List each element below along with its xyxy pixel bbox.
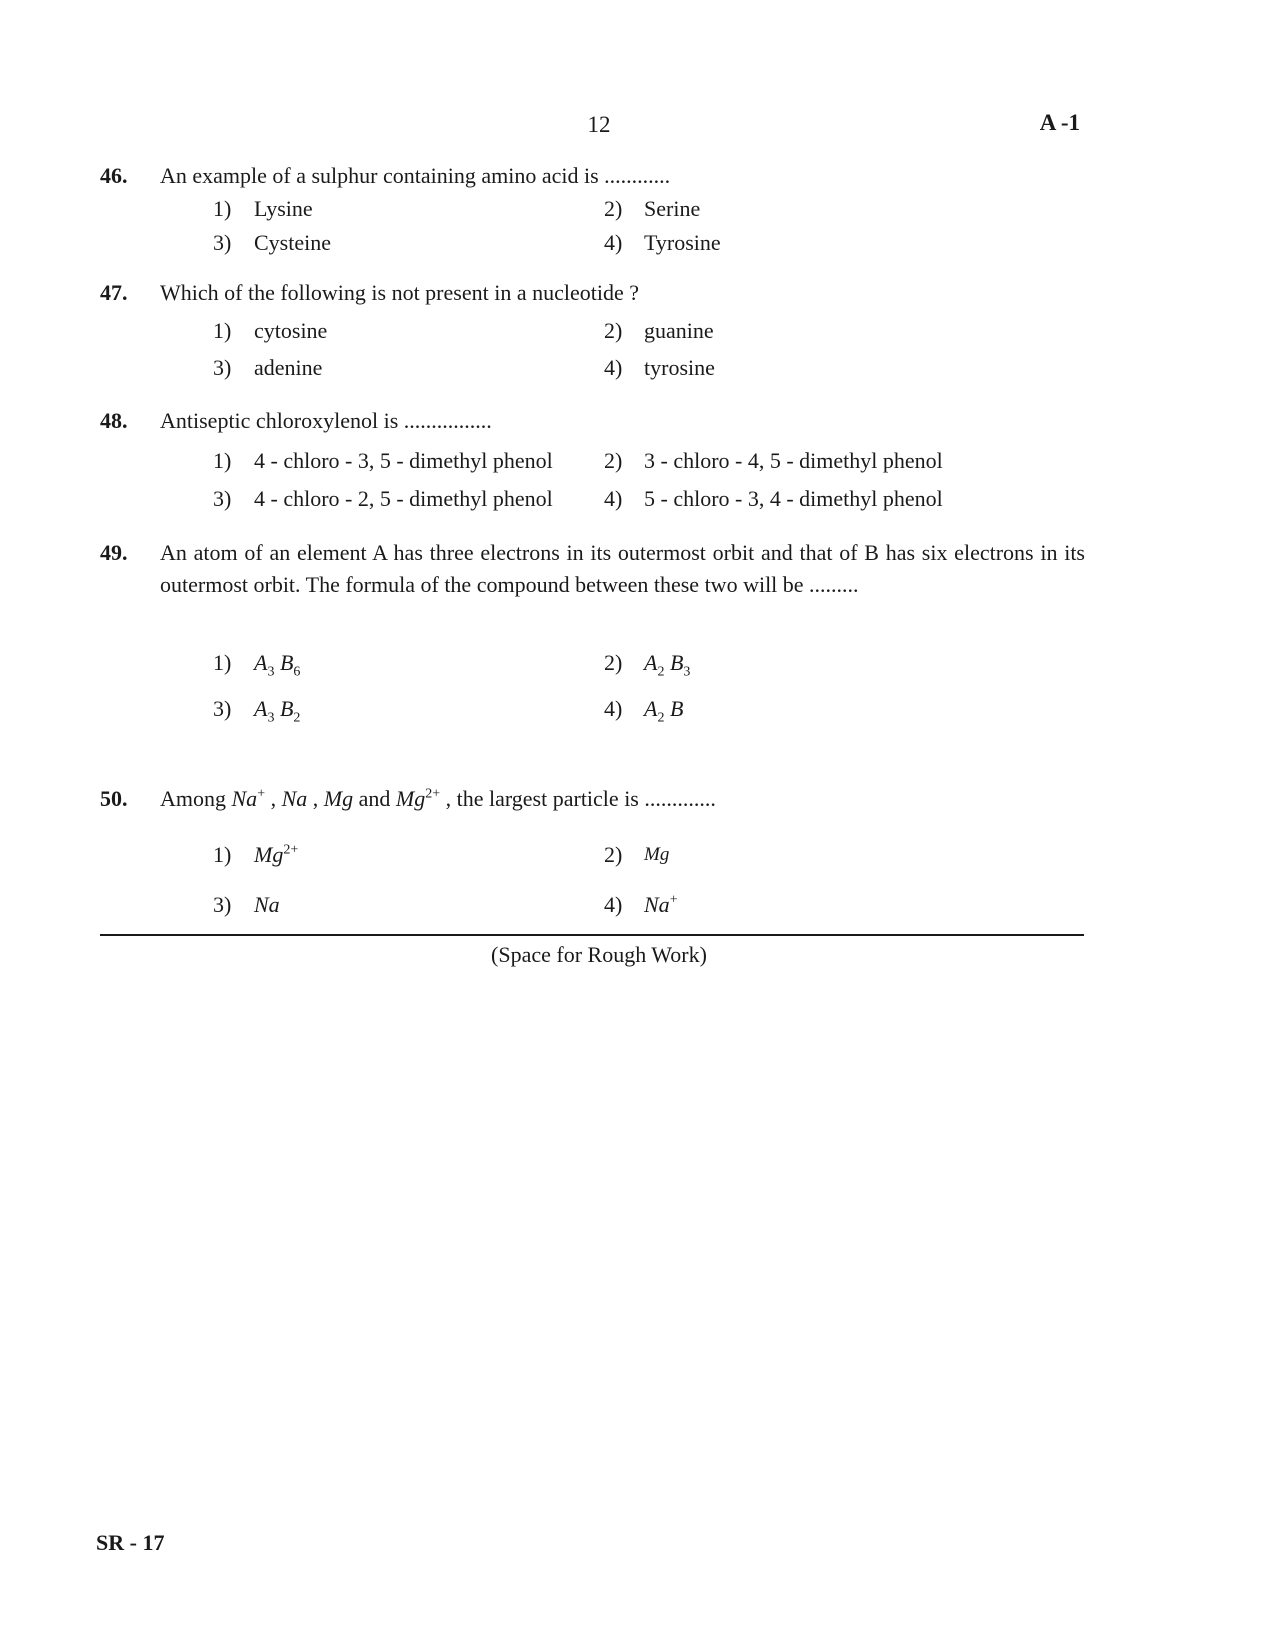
formula-subscript: 6 xyxy=(293,664,301,680)
option-number: 1) xyxy=(213,318,232,343)
formula-subscript: 2 xyxy=(293,710,301,726)
ion-option: Na+ xyxy=(644,892,678,917)
option-number: 2) xyxy=(604,196,623,221)
question-50-text: Among Na+ , Na , Mg and $Mg^{2+}$ , the largest particle is ............. xyxy=(160,786,716,811)
footer-code: SR - 17 xyxy=(96,1530,165,1555)
question-47-number: 47. xyxy=(100,280,128,305)
formula-subscript: 2 xyxy=(657,664,665,680)
ion-option: Mg xyxy=(644,844,670,865)
option-number: 3) xyxy=(213,892,232,917)
formula-option xyxy=(644,696,683,726)
formula-subscript: 3 xyxy=(267,710,275,726)
option-number: 4) xyxy=(604,355,623,380)
question-48-number: 48. xyxy=(100,408,128,433)
option-number: 2) xyxy=(604,448,623,473)
formula-element-b: B xyxy=(669,696,684,721)
option-text: Lysine xyxy=(254,196,313,221)
option-text: 4 - chloro - 3, 5 - dimethyl phenol xyxy=(254,448,553,473)
option-text: Serine xyxy=(644,196,701,221)
question-48-text: Antiseptic chloroxylenol is ................ xyxy=(160,408,492,433)
option-number: 3) xyxy=(213,230,232,255)
formula-element-a: A xyxy=(644,650,658,675)
formula-subscript: 3 xyxy=(683,664,691,680)
option-text: Tyrosine xyxy=(644,230,721,255)
formula-option xyxy=(644,650,690,680)
question-49-text: An atom of an element A has three electrons in its outermost orbit and that of B has six electrons in its outermost orbit. The formula of the compound between these two will be ......... xyxy=(160,540,1085,597)
option-number: 2) xyxy=(604,650,623,675)
ion-option: Na xyxy=(254,892,280,917)
question-49-number: 49. xyxy=(100,540,128,565)
option-number: 1) xyxy=(213,650,232,675)
formula-element-b: B xyxy=(279,696,294,721)
option-text: cytosine xyxy=(254,318,328,343)
option-text: adenine xyxy=(254,355,323,380)
paper-code: A -1 xyxy=(1039,110,1080,135)
formula-element-a: A xyxy=(254,650,268,675)
formula-option xyxy=(254,650,300,680)
question-46-number: 46. xyxy=(100,163,128,188)
option-text: tyrosine xyxy=(644,355,715,380)
option-number: 1) xyxy=(213,842,232,867)
option-number: 3) xyxy=(213,486,232,511)
rough-work-label: (Space for Rough Work) xyxy=(491,942,707,967)
option-text: 4 - chloro - 2, 5 - dimethyl phenol xyxy=(254,486,553,511)
option-number: 3) xyxy=(213,355,232,380)
option-number: 4) xyxy=(604,486,623,511)
option-number: 1) xyxy=(213,448,232,473)
option-number: 1) xyxy=(213,196,232,221)
formula-subscript: 3 xyxy=(267,664,275,680)
formula-element-a: A xyxy=(254,696,268,721)
divider-line xyxy=(100,934,1084,936)
question-46-text: An example of a sulphur containing amino acid is ............ xyxy=(160,163,671,188)
formula-option xyxy=(254,696,300,726)
option-text: 5 - chloro - 3, 4 - dimethyl phenol xyxy=(644,486,943,511)
option-number: 4) xyxy=(604,696,623,721)
option-number: 4) xyxy=(604,230,623,255)
ion-option: $Mg^{2+}$ xyxy=(254,842,299,867)
option-number: 2) xyxy=(604,842,623,867)
option-text: guanine xyxy=(644,318,714,343)
option-number: 4) xyxy=(604,892,623,917)
option-number: 2) xyxy=(604,318,623,343)
option-number: 3) xyxy=(213,696,232,721)
page-number: 12 xyxy=(587,112,611,137)
option-text: 3 - chloro - 4, 5 - dimethyl phenol xyxy=(644,448,943,473)
formula-subscript: 2 xyxy=(657,710,665,726)
option-text: Cysteine xyxy=(254,230,331,255)
question-50-number: 50. xyxy=(100,786,128,811)
formula-element-b: B xyxy=(669,650,684,675)
formula-element-a: A xyxy=(644,696,658,721)
question-47-text: Which of the following is not present in a nucleotide ? xyxy=(160,280,639,305)
formula-element-b: B xyxy=(279,650,294,675)
